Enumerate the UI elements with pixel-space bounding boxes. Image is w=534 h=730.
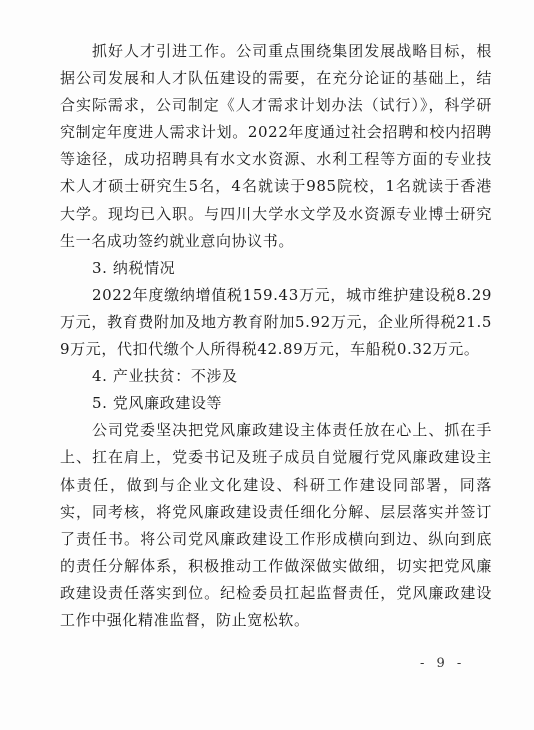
section-heading-party-integrity: 5. 党风廉政建设等 xyxy=(92,394,223,413)
page-number: - 9 - xyxy=(420,656,466,671)
paragraph-party-integrity: 公司党委坚决把党风廉政建设主体责任放在心上、抓在手上、扛在肩上，党委书记及班子成员自觉履行党风廉政建设主体责任，做到与企业文化建设、科研工作建设同部署，同落实，同考核，将党风廉政建设责任细化分解、层层落实并签订了责任书。将公司党风廉政建设工作形成横向到边、纵向到底的责任分解体系，积极推动工作做深做实做细，切实把党风廉政建设责任落实到位。纪检委员扛起监督责任，党风廉政建设工作中强化精准监督，防止宽松软。 xyxy=(60,421,492,629)
document-body xyxy=(60,38,492,634)
paragraph-talent-recruitment: 抓好人才引进工作。公司重点围绕集团发展战略目标，根据公司发展和人才队伍建设的需要，在充分论证的基础上，结合实际需求，公司制定《人才需求计划办法（试行）》，科学研究制定年度进人需求计划。2022年度通过社会招聘和校内招聘等途径，成功招聘具有水文水资源、水利工程等方面的专业技术人才硕士研究生5名，4名就读于985院校，1名就读于香港大学。现均已入职。与四川大学水文学及水资源专业博士研究生一名成功签约就业意向协议书。 xyxy=(60,42,492,250)
paragraph-tax-details: 2022年度缴纳增值税159.43万元，城市维护建设税8.29万元，教育费附加及地方教育附加5.92万元，企业所得税21.59万元，代扣代缴个人所得税42.89万元，车船税0.32万元。 xyxy=(60,285,492,359)
section-heading-poverty-alleviation: 4. 产业扶贫：不涉及 xyxy=(92,367,238,386)
section-heading-tax: 3. 纳税情况 xyxy=(92,258,176,277)
